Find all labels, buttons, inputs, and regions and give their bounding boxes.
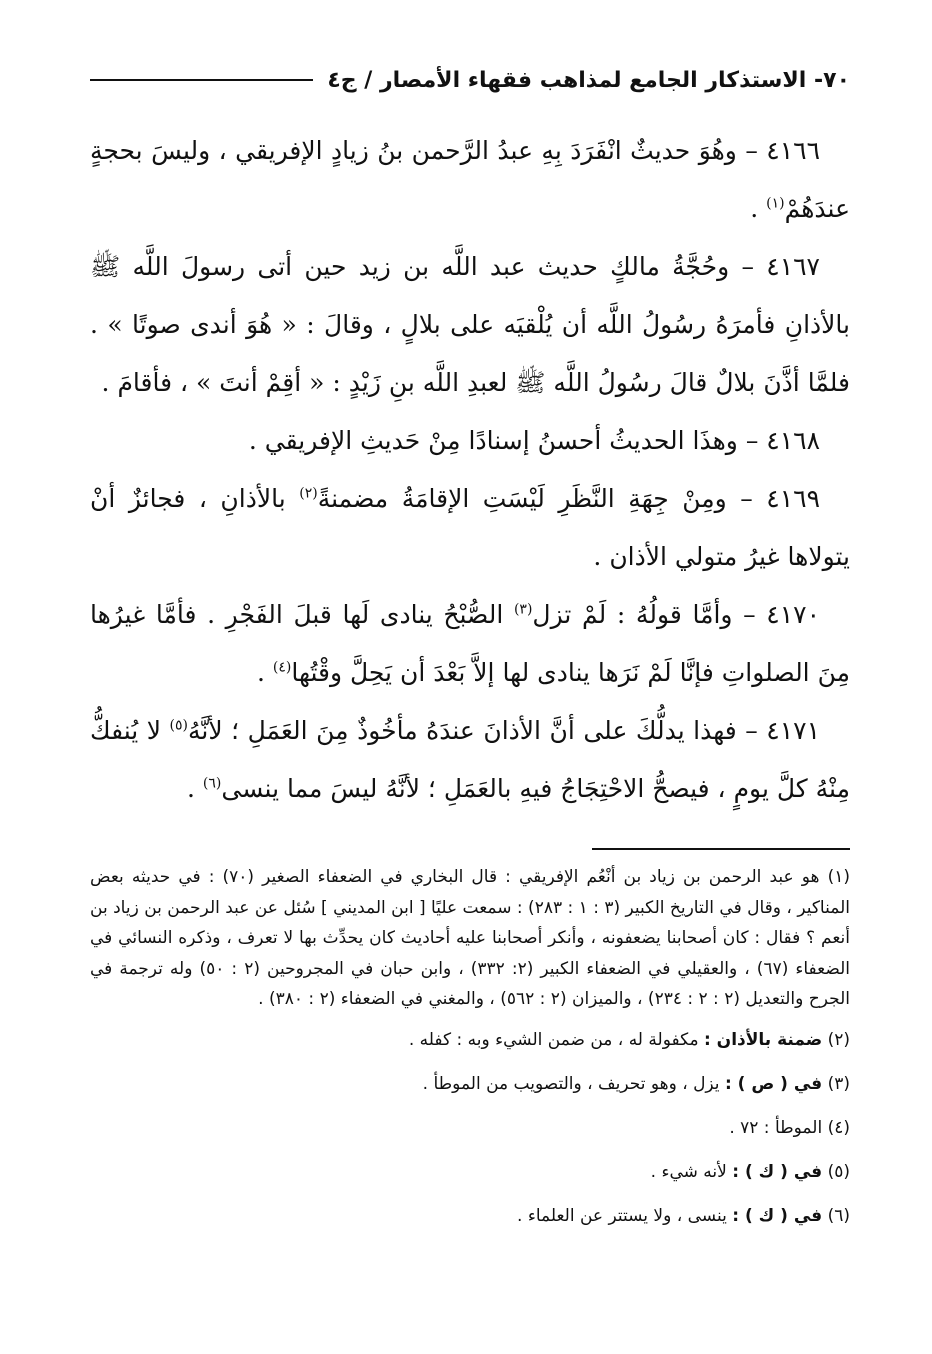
paragraph-number: ٤١٦٦ – bbox=[745, 136, 820, 165]
footnote-6 bbox=[90, 1197, 850, 1235]
footnote-ref: (٥) bbox=[169, 717, 188, 734]
footnote-text: الموطأ : ٧٢ . bbox=[729, 1117, 823, 1138]
footnote-number: (٦) bbox=[827, 1205, 850, 1226]
footnote-3 bbox=[90, 1065, 850, 1103]
footnotes bbox=[90, 862, 850, 1235]
paragraph-text: وحُجَّةُ مالكٍ حديث عبد اللَّه بن زيد حين أتى رسولَ اللَّه ﷺ بالأذانِ فأمرَهُ رسُولُ اللَّه أن يُلْقيَه على بلالٍ ، وقالَ : « هُوَ أندى صوتًا » . فلمَّا أذَّنَ بلالٌ قالَ رسُولُ اللَّه ﷺ لعبدِ اللَّه بنِ زَيْدٍ : « أقِمْ أنتَ » ، فأقامَ . bbox=[90, 252, 850, 397]
footnote-text: ينسى ، ولا يستتر عن العلماء . bbox=[517, 1205, 733, 1226]
footnote-term: ضمنة بالأذان : bbox=[703, 1029, 823, 1050]
paragraph-text: ومِنْ جِهَةِ النَّظَرِ لَيْسَتِ الإقامَةُ مضمنةً bbox=[317, 484, 727, 513]
footnote-number: (٤) bbox=[827, 1117, 850, 1138]
main-text bbox=[90, 122, 850, 818]
paragraph-number: ٤١٦٩ – bbox=[740, 484, 821, 513]
footnote-ref: (١) bbox=[766, 195, 785, 212]
footnote-5 bbox=[90, 1153, 850, 1191]
paragraph-4171 bbox=[90, 702, 850, 818]
paragraph-4169 bbox=[90, 470, 850, 586]
paragraph-text: وأمَّا قولُهُ : لَمْ تزل bbox=[532, 600, 733, 629]
paragraph-tail: . bbox=[187, 774, 203, 803]
footnote-term: في ( ك ) : bbox=[732, 1205, 823, 1226]
paragraph-4167 bbox=[90, 238, 850, 412]
running-header-title: ٧٠- الاستذكار الجامع لمذاهب فقهاء الأمصار / ج٤ bbox=[327, 67, 850, 93]
footnote-text: لأنه شيء . bbox=[650, 1161, 733, 1182]
footnote-divider bbox=[592, 848, 850, 850]
footnote-ref: (٢) bbox=[299, 485, 318, 502]
paragraph-number: ٤١٧٠ – bbox=[743, 600, 821, 629]
paragraph-tail: الصُّبْحُ ينادى لَها قبلَ الفَجْرِ . فأمَّا غيرُها مِنَ الصلواتِ فإنَّا لَمْ نَرَها ينادى لها إلاَّ بَعْدَ أن يَحِلَّ وقْتُها bbox=[90, 600, 850, 687]
footnote-ref: (٣) bbox=[513, 601, 533, 618]
paragraph-tail: . bbox=[256, 658, 273, 687]
footnote-ref: (٦) bbox=[202, 775, 222, 792]
paragraph-4166 bbox=[90, 122, 850, 238]
paragraph-text: وهذَا الحديثُ أحسنُ إسنادًا مِنْ حَديثِ الإفريقي . bbox=[248, 426, 738, 455]
footnote-term: في ( ص ) : bbox=[724, 1073, 823, 1094]
footnote-text: مكفولة له ، من ضمن الشيء وبه : كفله . bbox=[408, 1029, 704, 1050]
paragraph-number: ٤١٧١ – bbox=[745, 716, 820, 745]
paragraph-text: فهذا يدلُّكَ على أنَّ الأذانَ عندَهُ مأخُوذٌ مِنَ العَمَلِ ؛ لأنَّهُ bbox=[188, 716, 737, 745]
footnote-text: هو عبد الرحمن بن زياد بن أنْعُم الإفريقي : قال البخاري في الضعفاء الصغير (٧٠) : في حديثه بعض المناكير ، وقال في التاريخ الكبير (٣ : ١ : ٢٨٣) : سمعت عليًا [ ابن المديني ] سُئل عن عبد الرحمن بن زياد بن أنعم ؟ فقال : كان أصحابنا يضعفونه ، وأنكر أصحابنا عليه أحاديث كان يحدِّث بها لا تعرف ، وذكره النسائي في الضعفاء (٦٧) ، والعقيلي في الضعفاء الكبير (٢: ٣٣٢) ، وابن حبان في المجروحين (٢ : ٥٠) وله ترجمة في الجرح والتعديل (٢ : ٢ : ٢٣٤) ، والميزان (٢ : ٥٦٢) ، والمغني في الضعفاء (٢ : ٣٨٠) . bbox=[90, 867, 850, 1009]
header-divider bbox=[90, 79, 313, 81]
paragraph-tail: لا يُنفكُّ مِنْهُ كلَّ يومٍ ، فيصحُّ الاحْتِجَاجُ فيهِ بالعَمَلِ ؛ لأنَّهُ ليسَ مما ينسى bbox=[90, 716, 850, 803]
footnote-number: (٢) bbox=[827, 1029, 850, 1050]
footnote-2 bbox=[90, 1021, 850, 1059]
footnote-ref: (٤) bbox=[272, 659, 292, 676]
paragraph-number: ٤١٦٨ – bbox=[745, 426, 820, 455]
running-header bbox=[90, 60, 850, 100]
paragraph-4170 bbox=[90, 586, 850, 702]
footnote-4 bbox=[90, 1109, 850, 1147]
paragraph-number: ٤١٦٧ – bbox=[741, 252, 820, 281]
paragraph-4168 bbox=[90, 412, 850, 470]
paragraph-tail: . bbox=[750, 194, 767, 223]
footnote-number: (٥) bbox=[827, 1161, 850, 1182]
paragraph-text: وهُوَ حديثٌ انْفَرَدَ بِهِ عبدُ الرَّحمن بنُ زيادٍ الإفريقي ، وليسَ بحجةٍ عندَهُمْ bbox=[90, 136, 850, 223]
footnote-text: يزل ، وهو تحريف ، والتصويب من الموطأ . bbox=[422, 1073, 725, 1094]
footnote-1 bbox=[90, 862, 850, 1015]
footnote-number: (١) bbox=[827, 867, 850, 887]
footnote-number: (٣) bbox=[827, 1073, 850, 1094]
paragraph-tail: بالأذانِ ، فجائزٌ أنْ يتولاها غيرُ متولي الأذان . bbox=[90, 484, 850, 571]
footnote-term: في ( ك ) : bbox=[732, 1161, 823, 1182]
